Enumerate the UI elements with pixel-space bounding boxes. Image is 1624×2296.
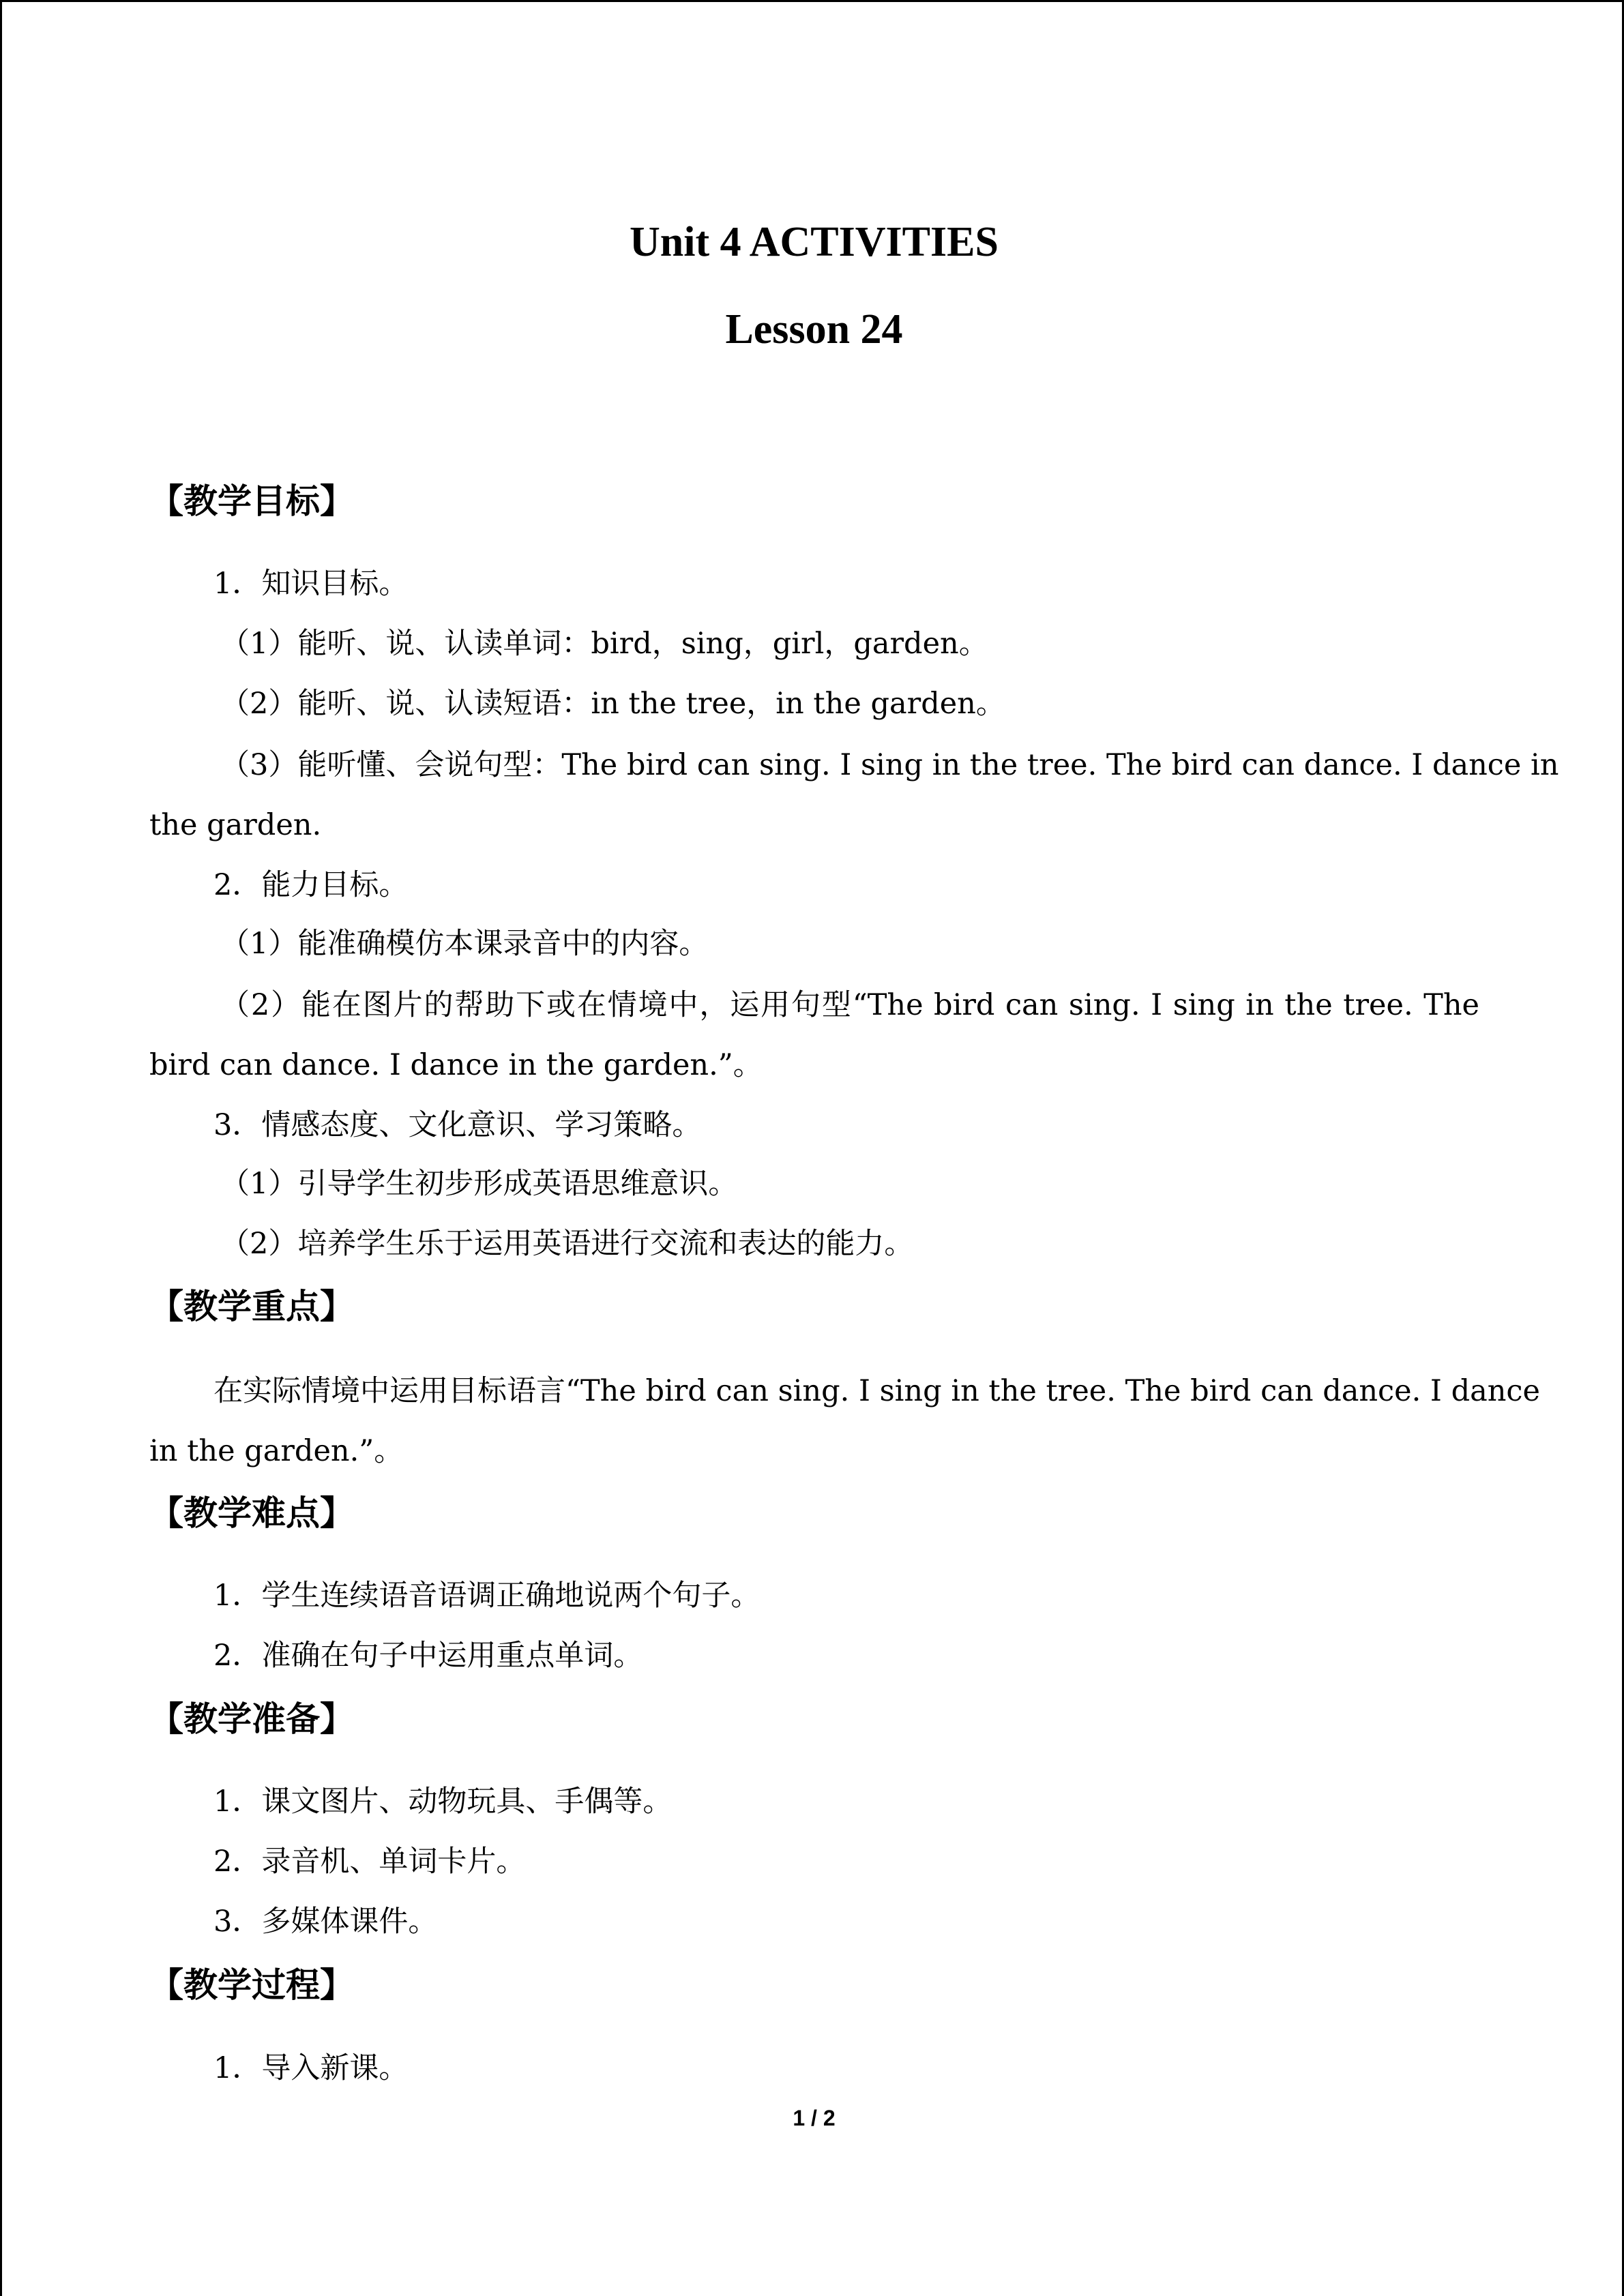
preparation-item-1: 1．课文图片、动物玩具、手偶等。 — [213, 1785, 673, 1819]
ability-item-2-line-1: （2）能在图片的帮助下或在情境中，运用句型“The bird can sing. I sing in the tree. The — [220, 988, 1479, 1022]
attitude-item-2: （2）培养学生乐于运用英语进行交流和表达的能力。 — [220, 1227, 914, 1261]
ability-item-1: （1）能准确模仿本课录音中的内容。 — [220, 927, 709, 961]
document-subtitle: Lesson 24 — [725, 306, 903, 353]
difficulties-item-1: 1．学生连续语音语调正确地说两个句子。 — [213, 1579, 761, 1613]
section-heading-process: 【教学过程】 — [149, 1965, 354, 2005]
section-heading-key-points: 【教学重点】 — [149, 1287, 354, 1326]
process-item-1: 1．导入新课。 — [213, 2051, 409, 2085]
section-heading-objectives: 【教学目标】 — [149, 481, 354, 521]
page-number: 1 / 2 — [793, 2106, 836, 2130]
section-heading-difficulties: 【教学难点】 — [149, 1493, 354, 1533]
preparation-item-2: 2．录音机、单词卡片。 — [213, 1845, 526, 1879]
key-points-line-2: in the garden.”。 — [149, 1434, 404, 1468]
key-points-line-1: 在实际情境中运用目标语言“The bird can sing. I sing in the tree. The bird can dance. I dance — [213, 1374, 1540, 1408]
knowledge-item-3-line-2: the garden. — [149, 808, 322, 842]
knowledge-item-1: （1）能听、说、认读单词：bird，sing，girl，garden。 — [220, 627, 988, 661]
section-heading-preparation: 【教学准备】 — [149, 1699, 354, 1739]
preparation-item-3: 3．多媒体课件。 — [213, 1905, 438, 1939]
ability-title: 2．能力目标。 — [213, 868, 409, 902]
document-title: Unit 4 ACTIVITIES — [630, 219, 999, 265]
knowledge-item-3-line-1: （3）能听懂、会说句型：The bird can sing. I sing in the tree. The bird can dance. I dance in — [220, 748, 1559, 782]
attitude-title: 3．情感态度、文化意识、学习策略。 — [213, 1108, 702, 1142]
attitude-item-1: （1）引导学生初步形成英语思维意识。 — [220, 1167, 738, 1201]
difficulties-item-2: 2．准确在句子中运用重点单词。 — [213, 1639, 643, 1673]
knowledge-title: 1．知识目标。 — [213, 567, 409, 601]
ability-item-2-line-2: bird can dance. I dance in the garden.”。 — [149, 1048, 763, 1082]
knowledge-item-2: （2）能听、说、认读短语：in the tree，in the garden。 — [220, 687, 1005, 721]
